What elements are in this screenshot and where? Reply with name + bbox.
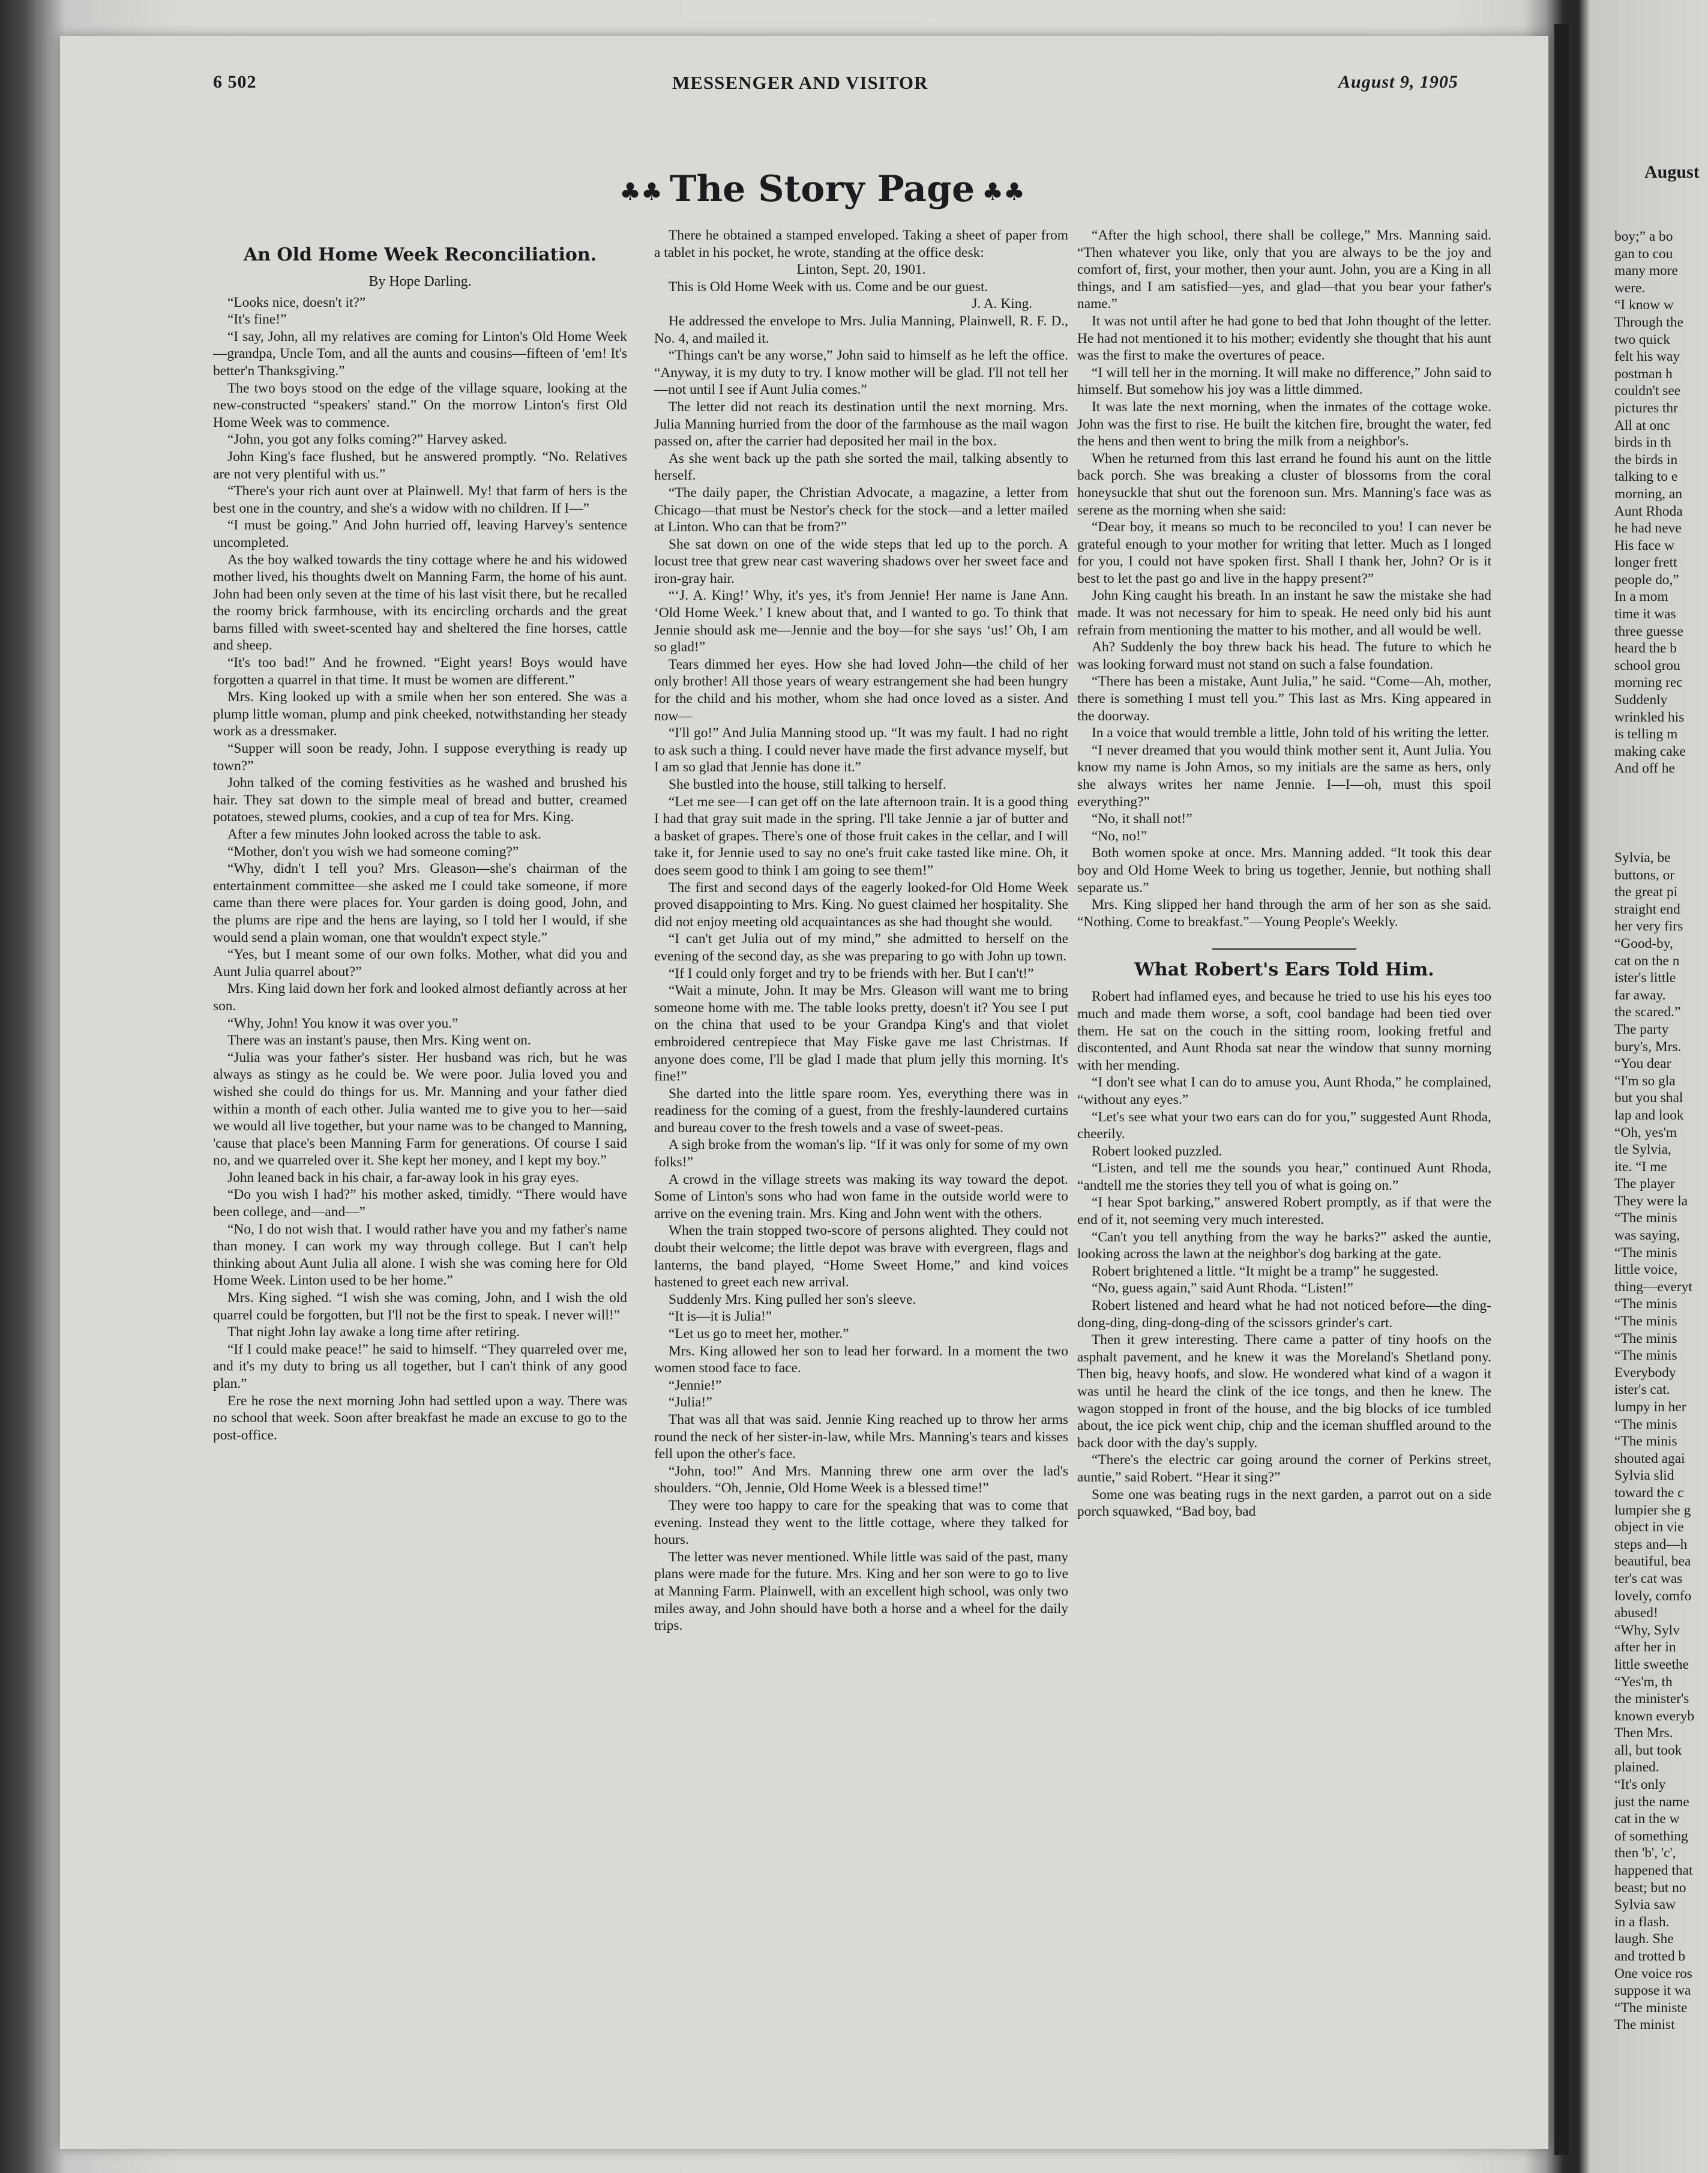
column-1 (213, 237, 627, 1444)
facing-page-line: cat on the n (1614, 953, 1680, 969)
paragraph: As the boy walked towards the tiny cottage where he and his widowed mother lived, his thoughts dwelt on Manning Farm, the home of his aunt. John had been only seven at the time of his last visit there, but he recalled the roomy brick farmhouse, with its encircling orchards and the great barns filled with sweet-scented hay and sheltered the fine horses, cattle and sheep. (213, 552, 627, 654)
column-3 (1077, 227, 1491, 1520)
facing-page-line: all, but took (1614, 1742, 1682, 1758)
facing-page-line: toward the c (1614, 1484, 1684, 1501)
paragraph: That was all that was said. Jennie King reached up to throw her arms round the neck of her sister-in-law, while Mrs. Manning's tears and kisses fell upon the other's face. (654, 1411, 1068, 1462)
facing-page-line: the great pi (1614, 884, 1678, 900)
facing-page-line: birds in th (1614, 435, 1671, 451)
paragraph: Ere he rose the next morning John had settled upon a way. There was no school that week. Soon after breakfast he made an excuse to go to the post-office. (213, 1393, 627, 1443)
paragraph: Mrs. King sighed. “I wish she was coming, John, and I wish the old quarrel could be forgotten, but I'll not be the first to speak. I never will!” (213, 1290, 627, 1323)
facing-page-line: of something (1614, 1828, 1688, 1844)
facing-page-line: little sweethe (1614, 1656, 1689, 1672)
facing-page-line: but you shal (1614, 1090, 1683, 1106)
paragraph: “Can't you tell anything from the way he barks?” asked the auntie, looking across the lawn at the neighbor's dog barking at the gate. (1077, 1229, 1491, 1262)
paragraph: “Yes, but I meant some of our own folks. Mother, what did you and Aunt Julia quarrel about?” (213, 947, 627, 980)
clover-ornament-icon: ♣♣ (619, 178, 663, 206)
facing-page-line: lap and look (1614, 1107, 1684, 1123)
facing-page-line: laugh. She (1614, 1931, 1674, 1947)
paragraph: John talked of the coming festivities as he washed and brushed his hair. They sat down to the simple meal of bread and butter, creamed potatoes, stewed plums, cookies, and a cup of tea for Mrs. King. (213, 775, 627, 825)
facing-page-line: little voice, (1614, 1262, 1678, 1278)
paragraph: “I say, John, all my relatives are coming for Linton's Old Home Week—grandpa, Uncle Tom, and all the aunts and cousins—fifteen of 'em! It's better'n Thanksgiving.” (213, 328, 627, 379)
issue-date: August 9, 1905 (1338, 72, 1458, 92)
facing-page-line: Aunt Rhoda (1614, 503, 1683, 519)
facing-page-line: happened that (1614, 1863, 1693, 1879)
facing-page-line: abused! (1614, 1605, 1658, 1621)
paragraph: “There's the electric car going around the corner of Perkins street, auntie,” said Robert. “Hear it sing?” (1077, 1452, 1491, 1485)
facing-page-line: morning, an (1614, 486, 1683, 502)
paragraph: Ah? Suddenly the boy threw back his head. The future to which he was looking forward must not stand on such a false foundation. (1077, 639, 1491, 672)
facing-page-line: known everyb (1614, 1708, 1695, 1724)
paragraph: “‘J. A. King!’ Why, it's yes, it's from Jennie! Her name is Jane Ann. ‘Old Home Week.’ I knew about that, and I wanted to go. To think that Jennie should ask me—Jennie and the boy—for she says ‘us!’ Oh, I am so glad!” (654, 588, 1068, 656)
facing-page-line: beautiful, bea (1614, 1554, 1691, 1570)
facing-page-line: gan to cou (1614, 246, 1673, 262)
facing-page-line: Everybody (1614, 1364, 1676, 1381)
facing-page-line: One voice ros (1614, 1965, 1692, 1982)
facing-page-line: after her in (1614, 1639, 1676, 1656)
facing-page-line: beast; but no (1614, 1879, 1686, 1896)
facing-page-line: many more (1614, 263, 1678, 279)
facing-page-line: “I know w (1614, 297, 1674, 313)
paragraph: “Supper will soon be ready, John. I suppose everything is ready up town?” (213, 741, 627, 774)
paragraph: She bustled into the house, still talking to herself. (669, 777, 946, 792)
facing-page-line: cat in the w (1614, 1811, 1680, 1827)
facing-page-line: “The minis (1614, 1244, 1677, 1261)
paragraph: As she went back up the path she sorted the mail, talking absently to herself. (654, 450, 1068, 484)
paragraph: “Do you wish I had?” his mother asked, timidly. “There would have been college, and—and—” (213, 1187, 627, 1220)
paragraph: “No, it shall not!” (1092, 811, 1192, 827)
facing-page-line: two quick (1614, 331, 1670, 348)
paragraph: Robert listened and heard what he had not noticed before—the ding-dong-ding, ding-dong-ding of the scissors grinder's cart. (1077, 1298, 1491, 1331)
facing-page-line: making cake (1614, 743, 1686, 759)
page-gutter-edge (1554, 24, 1569, 2155)
facing-page-line: lovely, comfo (1614, 1588, 1692, 1604)
facing-page-line: wrinkled his (1614, 709, 1685, 725)
facing-page-line: ite. “I me (1614, 1159, 1667, 1175)
paragraph: They were too happy to care for the speaking that was to come that evening. Instead they went to the little cottage, where they talked for hours. (654, 1497, 1068, 1548)
paragraph: Tears dimmed her eyes. How she had loved John—the child of her only brother! All those years of weary estrangement she had been hungry for the child and his mother, whom she had once loved as a sister. And now— (654, 656, 1068, 724)
paragraph: “I will tell her in the morning. It will make no difference,” John said to himself. But somehow his joy was a little dimmed. (1077, 364, 1491, 398)
facing-page-line: “Yes'm, th (1614, 1674, 1673, 1690)
facing-page-line: heard the b (1614, 640, 1677, 657)
facing-page-line: Through the (1614, 314, 1683, 330)
facing-page-line: ter's cat was (1614, 1570, 1683, 1587)
facing-page-line: were. (1614, 280, 1646, 296)
story-divider (1212, 948, 1356, 950)
facing-page-line: steps and—h (1614, 1536, 1688, 1552)
facing-page-line: “You dear (1614, 1056, 1671, 1072)
paragraph: “After the high school, there shall be college,” Mrs. Manning said. “Then whatever you like, only that you are always to be the joy and comfort of, first, your mother, then your aunt. John, you are a King in all things, and I am satisfied—yes, and glad—that you bear your father's name.” (1077, 228, 1491, 312)
paragraph: In a voice that would tremble a little, John told of his writing the letter. (1092, 725, 1490, 741)
paragraph: “I must be going.” And John hurried off, leaving Harvey's sentence uncompleted. (213, 517, 627, 550)
paragraph: “Wait a minute, John. It may be Mrs. Gleason will want me to bring someone home with me. The table looks pretty, doesn't it? You see I put on the china that used to be your Grandpa King's and that violet embroidered centrepiece that May Fiske gave me last Christmas. If anyone does come, I'll be glad I made that plum jelly this morning. It's fine!” (654, 983, 1068, 1085)
paragraph: “I can't get Julia out of my mind,” she admitted to herself on the evening of the second day, as she was preparing to go with John up town. (654, 931, 1068, 964)
column-2 (654, 227, 1068, 1635)
facing-page-line: “The ministe (1614, 2000, 1688, 2016)
facing-page-line: then 'b', 'c', (1614, 1845, 1676, 1861)
paragraph: Mrs. King looked up with a smile when her son entered. She was a plump little woman, plump and pink cheeked, notwithstanding her steady work as a dressmaker. (213, 689, 627, 740)
paragraph: Mrs. King allowed her son to lead her forward. In a moment the two women stood face to face. (654, 1343, 1068, 1376)
page-number: 6 502 (213, 72, 257, 92)
paragraph: That night John lay awake a long time after retiring. (227, 1324, 520, 1340)
facing-page-line: lumpier she g (1614, 1502, 1691, 1518)
paragraph: “No, no!” (1092, 828, 1147, 844)
paragraph: The two boys stood on the edge of the village square, looking at the new-constructed “speakers' stand.” On the morrow Linton's first Old Home Week was to commence. (213, 380, 627, 430)
paragraph: “Julia!” (669, 1394, 712, 1411)
paragraph: “If I could make peace!” he said to himself. “They quarreled over me, and it's my duty to bring us all together, but I can't think of any good plan.” (213, 1341, 627, 1391)
facing-page-line: In a mom (1614, 589, 1668, 605)
paragraph: “No, guess again,” said Aunt Rhoda. “Listen!” (1092, 1280, 1353, 1297)
facing-page-line: three guesse (1614, 623, 1683, 639)
letter-signature: J. A. King. (972, 296, 1032, 312)
facing-page-line: postman h (1614, 366, 1673, 382)
facing-page-line: her very firs (1614, 918, 1683, 935)
facing-page-line: ister's little (1614, 970, 1676, 986)
paragraph: “If I could only forget and try to be friends with her. But I can't!” (669, 965, 1034, 981)
facing-page-line: shouted agai (1614, 1450, 1685, 1466)
paragraph: “Let me see—I can get off on the late afternoon train. It is a good thing I had that gray suit made in the spring. I'll take Jennie a jar of butter and a basket of grapes. There's one of those fruit cakes in the cellar, and I will take it, for Jennie used to say no one's fruit cake tasted like mine. Oh, it does seem good to think I am going to see them!” (654, 794, 1068, 878)
facing-page-line: was saying, (1614, 1228, 1680, 1244)
facing-page-line: and trotted b (1614, 1948, 1686, 1964)
facing-page-line: couldn't see (1614, 383, 1681, 399)
clover-ornament-icon: ♣♣ (982, 178, 1025, 206)
facing-page-line: longer frett (1614, 555, 1677, 571)
facing-page-line: pictures thr (1614, 400, 1678, 416)
facing-page-header: August (1644, 162, 1700, 182)
facing-page-line: “Why, Sylv (1614, 1622, 1680, 1638)
masthead: MESSENGER AND VISITOR (672, 72, 928, 93)
section-title-text: The Story Page (669, 168, 975, 210)
paragraph: It was not until after he had gone to bed that John thought of the letter. He had not mentioned it to his mother; evidently she thought that his aunt was the first to make the overtures of peace. (1077, 313, 1491, 364)
paragraph: “Let us go to meet her, mother.” (669, 1326, 849, 1342)
facing-page-line: thing—everyt (1614, 1279, 1692, 1295)
facing-page-line: time it was (1614, 606, 1676, 622)
facing-page-line: felt his way (1614, 349, 1680, 365)
paragraph: “There's your rich aunt over at Plainwell. My! that farm of hers is the best one in the country, and she's a widow with no children. If I—” (213, 483, 627, 516)
section-title (612, 168, 1032, 210)
paragraph: “I'll go!” And Julia Manning stood up. “It was my fault. I had no right to ask such a thing. I could never have made the first advance myself, but I am so glad that Jennie has done it.” (654, 725, 1068, 776)
paragraph: “There has been a mistake, Aunt Julia,” he said. “Come—Ah, mother, there is something I must tell you.” This last as Mrs. King appeared in the doorway. (1077, 674, 1491, 724)
facing-page-line: “The minis (1614, 1296, 1677, 1312)
paragraph: The first and second days of the eagerly looked-for Old Home Week proved disappointing to Mrs. King. No guest claimed her hospitality. She did not enjoy meeting old acquaintances as she had thought she would. (654, 879, 1068, 930)
paragraph: “Mother, don't you wish we had someone coming?” (227, 843, 519, 860)
paragraph: “I don't see what I can do to amuse you, Aunt Rhoda,” he complained, “without any eyes.” (1077, 1074, 1491, 1108)
paragraph: It was late the next morning, when the inmates of the cottage woke. John was the first to rise. He built the kitchen fire, brought the water, fed the hens and then went to bring the milk from a neighbor's. (1077, 399, 1491, 450)
facing-page-line: And off he (1614, 761, 1675, 777)
facing-page-line: the minister's (1614, 1691, 1689, 1707)
paragraph: When the train stopped two-score of persons alighted. They could not doubt their welcome; the little depot was brave with evergreen, flags and lanterns, the band played, “Home Sweet Home,” and kind voices hastened to greet each new arrival. (654, 1223, 1068, 1291)
paragraph: “John, too!” And Mrs. Manning threw one arm over the lad's shoulders. “Oh, Jennie, Old Home Week is a blessed time!” (654, 1463, 1068, 1496)
facing-page-line: lumpy in her (1614, 1399, 1686, 1415)
facing-page-line: “The minis (1614, 1348, 1677, 1364)
paragraph: Mrs. King laid down her fork and looked almost defiantly across at her son. (213, 981, 627, 1014)
paragraph: Some one was beating rugs in the next garden, a parrot out on a side porch squawked, “Bad boy, bad (1077, 1486, 1491, 1520)
facing-page-line: tle Sylvia, (1614, 1142, 1671, 1158)
facing-page-line: “Good-by, (1614, 935, 1673, 951)
facing-page-fragment (1590, 36, 1708, 2173)
paragraph: “Listen, and tell me the sounds you hear,” continued Aunt Rhoda, “andtell me the stories they tell you of what is going on.” (1077, 1160, 1491, 1193)
paragraph: Robert had inflamed eyes, and because he tried to use his his eyes too much and made them worse, a soft, cool bandage had been tied over them. He sat on the couch in the sitting room, looking fretful and discontented, and Aunt Rhoda sat near the window that sunny morning with her mending. (1077, 989, 1491, 1073)
paragraph: She darted into the little spare room. Yes, everything there was in readiness for the coming of a guest, from the freshly-laundered curtains and bureau cover to the fresh towels and a vase of sweet-peas. (654, 1085, 1068, 1136)
paragraph: “It's too bad!” And he frowned. “Eight years! Boys would have forgotten a quarrel in that time. It must be women are different.” (213, 655, 627, 688)
paragraph: “Jennie!” (669, 1377, 722, 1393)
story-title: An Old Home Week Reconciliation. (243, 244, 597, 265)
facing-page-line: the scared.” (1614, 1004, 1681, 1020)
facing-page-line: Sylvia slid (1614, 1468, 1674, 1484)
paragraph: He addressed the envelope to Mrs. Julia Manning, Plainwell, R. F. D., No. 4, and mailed it. (654, 313, 1068, 346)
paragraph: John King's face flushed, but he answered promptly. “No. Relatives are not very plentiful with us.” (213, 448, 627, 482)
paragraph: “Looks nice, doesn't it?” (227, 294, 366, 310)
facing-page-line: talking to e (1614, 469, 1678, 485)
facing-page-line: “The minis (1614, 1433, 1677, 1450)
paragraph: Then it grew interesting. There came a patter of tiny hoofs on the asphalt pavement, and he knew it was the Moreland's Shetland pony. Then big, heavy hoofs, and slow. He wondered what kind of a wagon it was until he heard the clink of the ice tongs, and then he knew. The wagon stopped in front of the house, and the big blocks of ice tumbled about, the ice pick went chip, chip and the iceman shuffled around to the back door with the day's supply. (1077, 1332, 1491, 1451)
facing-page-line: Suddenly (1614, 692, 1668, 708)
facing-page-line: They were la (1614, 1193, 1688, 1209)
facing-page-line: school grou (1614, 657, 1680, 674)
paragraph: After a few minutes John looked across the table to ask. (227, 827, 541, 842)
paragraph: The letter did not reach its destination until the next morning. Mrs. Julia Manning hurried from the door of the farmhouse as the mail wagon passed on, after the carrier had deposited her mail in the box. (654, 399, 1068, 450)
paragraph: “Things can't be any worse,” John said to himself as he left the office. “Anyway, it is my duty to try. I know mother will be glad. I'll not tell her—not until I see if Aunt Julia comes.” (654, 348, 1068, 398)
facing-page-line: buttons, or (1614, 867, 1675, 883)
paragraph: Mrs. King slipped her hand through the arm of her son as she said. “Nothing. Come to breakfast.”—Young People's Weekly. (1077, 897, 1491, 930)
facing-page-line: “Oh, yes'm (1614, 1124, 1677, 1141)
paragraph: John leaned back in his chair, a far-away look in his gray eyes. (227, 1169, 579, 1186)
facing-page-line: people do,” (1614, 571, 1679, 588)
paragraph: Both women spoke at once. Mrs. Manning added. “It took this dear boy and Old Home Week to bring us together, Jennie, but nothing shall separate us.” (1077, 845, 1491, 896)
paragraph: A sigh broke from the woman's lip. “If it was only for some of my own folks!” (654, 1137, 1068, 1171)
facing-page-line: he had neve (1614, 520, 1682, 537)
facing-page-gap (1614, 777, 1708, 849)
facing-page-line: suppose it wa (1614, 1983, 1691, 1999)
facing-page-line: The minist (1614, 2017, 1675, 2033)
facing-page-line: The party (1614, 1021, 1669, 1037)
paragraph: Suddenly Mrs. King pulled her son's sleeve. (669, 1291, 916, 1307)
paragraph: “It's fine!” (227, 312, 287, 328)
letter-body: This is Old Home Week with us. Come and be our guest. (669, 279, 988, 295)
facing-page-line: “The minis (1614, 1313, 1677, 1330)
facing-page-line: is telling m (1614, 726, 1678, 743)
facing-page-line: in a flash. (1614, 1914, 1670, 1930)
paragraph: “No, I do not wish that. I would rather have you and my father's name than money. I can work my way through college. But I can't help thinking about Aunt Julia all alone. I wish she was coming here for Old Home Week. Linton used to be her home.” (213, 1221, 627, 1289)
facing-page-line: just the name (1614, 1794, 1689, 1810)
paragraph: There he obtained a stamped enveloped. Taking a sheet of paper from a tablet in his pocket, he wrote, standing at the office desk: (654, 228, 1068, 261)
facing-page-column (1614, 228, 1708, 2034)
facing-page-line: boy;” a bo (1614, 229, 1673, 244)
facing-page-line: straight end (1614, 901, 1680, 917)
facing-page-line: ister's cat. (1614, 1382, 1670, 1398)
paragraph: John King caught his breath. In an instant he saw the mistake she had made. It was not necessary for him to speak. He need only bid his aunt refrain from mentioning the matter to his mother, and all would be well. (1077, 588, 1491, 638)
paragraph: She sat down on one of the wide steps that led up to the porch. A locust tree that grew near cast wavering shadows over her sweet face and iron-gray hair. (654, 536, 1068, 586)
facing-page-line: bury's, Mrs. (1614, 1038, 1682, 1055)
facing-page-line: “I'm so gla (1614, 1073, 1676, 1089)
paragraph: The letter was never mentioned. While little was said of the past, many plans were made for the future. Mrs. King and her son were to go to live at Manning Farm. Plainwell, with an excellent high school, was only two miles away, and John should have both a horse and a wheel for the daily trips. (654, 1549, 1068, 1634)
paragraph: There was an instant's pause, then Mrs. King went on. (227, 1032, 531, 1049)
facing-page-line: “It's only (1614, 1777, 1666, 1793)
facing-page-line: plained. (1614, 1759, 1659, 1776)
byline: By Hope Darling. (368, 274, 472, 289)
paragraph: “Julia was your father's sister. Her husband was rich, but he was always as stingy as he could be. We were poor. Julia loved you and wished she could do things for us. Mr. Manning and your father died within a month of each other. Julia wanted me to give you to her—said we would all live together, but your name was to be changed to Manning, 'cause that place's been Manning Farm for generations. Of course I said no, and we quarreled over it. She kept her money, and I kept my boy.” (213, 1049, 627, 1169)
paragraph: “John, you got any folks coming?” Harvey asked. (227, 432, 507, 448)
facing-page-line: “The minis (1614, 1330, 1677, 1346)
facing-page-line: “The minis (1614, 1416, 1677, 1432)
facing-page-line: Sylvia saw (1614, 1897, 1676, 1913)
paragraph: “The daily paper, the Christian Advocate, a magazine, a letter from Chicago—that must be Nestor's check for the stock—and a letter mailed at Linton. Who can that be from?” (654, 484, 1068, 535)
paragraph: “It is—it is Julia!” (669, 1309, 772, 1325)
letter-dateline: Linton, Sept. 20, 1901. (796, 262, 926, 278)
paragraph: “Why, didn't I tell you? Mrs. Gleason—she's chairman of the entertainment committee—she asked me I could take someone, if more came than there were places for. Your garden is doing good, John, and the plums are ripe and the hens are laying, so I told her I would, if she would send a plain woman, one that wouldn't expect style.” (213, 861, 627, 945)
facing-page-line: “The minis (1614, 1210, 1677, 1226)
facing-page-line: the birds in (1614, 451, 1678, 468)
facing-page-line: object in vie (1614, 1519, 1684, 1536)
paragraph: Robert looked puzzled. (1092, 1143, 1222, 1159)
facing-page-line: far away. (1614, 987, 1666, 1003)
facing-page-line: The player (1614, 1176, 1675, 1192)
paragraph: When he returned from this last errand he found his aunt on the little back porch. She was breaking a cluster of blossoms from the coral honeysuckle that shut out the forenoon sun. Mrs. Manning's face was as serene as the morning when she said: (1077, 450, 1491, 518)
facing-page-line: His face w (1614, 537, 1675, 553)
story-title: What Robert's Ears Told Him. (1134, 959, 1434, 981)
paragraph: “Why, John! You know it was over you.” (227, 1015, 459, 1031)
paragraph: A crowd in the village streets was making its way toward the depot. Some of Linton's sons who had won fame in the outside world were to arrive on the evening train. Mrs. King and John went with the others. (654, 1171, 1068, 1222)
facing-page-line: All at onc (1614, 417, 1670, 433)
paragraph: Robert brightened a little. “It might be a tramp” he suggested. (1092, 1263, 1439, 1279)
facing-page-line: morning rec (1614, 675, 1683, 691)
facing-page-line: Then Mrs. (1614, 1725, 1673, 1741)
paragraph: “Let's see what your two ears can do for you,” suggested Aunt Rhoda, cheerily. (1077, 1109, 1491, 1142)
paragraph: “I hear Spot barking,” answered Robert promptly, as if that were the end of it, not seeming very much interested. (1077, 1195, 1491, 1228)
paragraph: “Dear boy, it means so much to be reconciled to you! I can never be grateful enough to your mother for writing that letter. Much as I longed for you, I could not have spoken first. Shall I thank her, John? Or is it best to let the past go and live in the happy present?” (1077, 519, 1491, 586)
paragraph: “I never dreamed that you would think mother sent it, Aunt Julia. You know my name is John Amos, so my initials are the same as hers, only she always writes her name Jennie. I—I—oh, must this spoil everything?” (1077, 742, 1491, 810)
facing-page-line: Sylvia, be (1614, 850, 1671, 866)
